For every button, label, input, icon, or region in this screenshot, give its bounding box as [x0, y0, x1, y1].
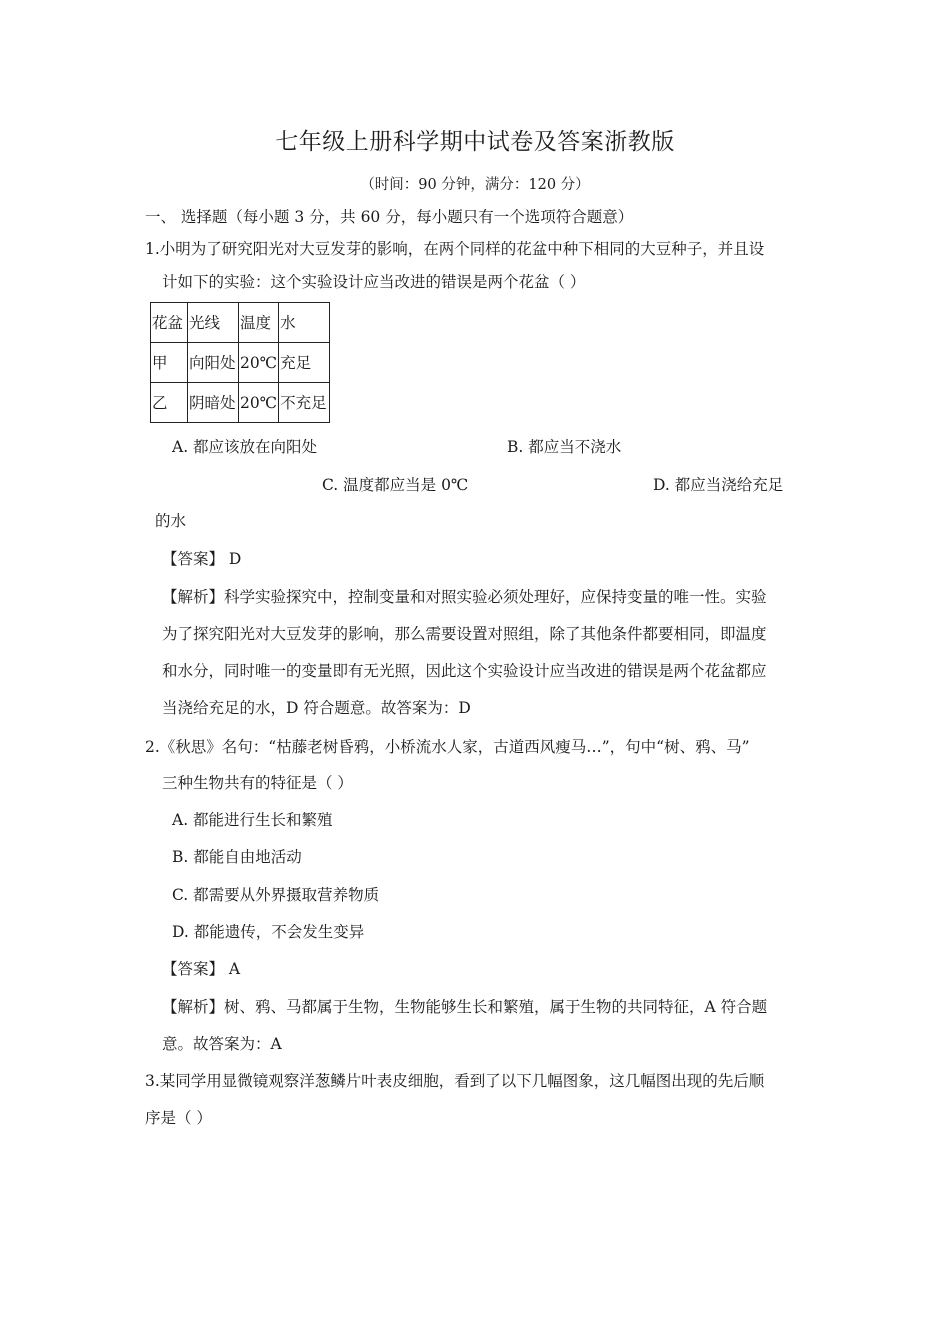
experiment-table	[150, 302, 330, 423]
table-cell: 向阳处	[188, 343, 239, 383]
q1-analysis-line: 当浇给充足的水，D 符合题意。故答案为：D	[162, 699, 471, 717]
table-cell: 不充足	[279, 383, 330, 423]
q2-answer: 【答案】 A	[162, 960, 241, 978]
exam-info: （时间：90 分钟，满分：120 分）	[360, 177, 590, 193]
q2-analysis-line: 意。故答案为：A	[162, 1035, 282, 1053]
table-row	[151, 383, 330, 423]
table-row	[151, 343, 330, 383]
q1-option-d: D. 都应当浇给充足	[653, 476, 784, 494]
table-cell: 充足	[279, 343, 330, 383]
table-header-cell: 光线	[188, 303, 239, 343]
table-cell: 20℃	[239, 383, 279, 423]
table-header-row	[151, 303, 330, 343]
q1-analysis-line: 和水分，同时唯一的变量即有无光照，因此这个实验设计应当改进的错误是两个花盆都应	[162, 662, 767, 680]
q2-option-d: D. 都能遗传，不会发生变异	[172, 923, 365, 941]
section-heading: 一、 选择题（每小题 3 分，共 60 分，每小题只有一个选项符合题意）	[145, 208, 634, 226]
q1-option-b: B. 都应当不浇水	[507, 438, 622, 456]
q2-option-c: C. 都需要从外界摄取营养物质	[172, 886, 380, 904]
q1-analysis-line: 【解析】科学实验探究中，控制变量和对照实验必须处理好，应保持变量的唯一性。实验	[162, 588, 767, 606]
table-cell: 20℃	[239, 343, 279, 383]
table-cell: 乙	[151, 383, 188, 423]
q1-stem-line2: 计如下的实验：这个实验设计应当改进的错误是两个花盆（ ）	[162, 273, 586, 291]
q3-stem-line2: 序是（ ）	[145, 1109, 212, 1127]
q3-stem-line1: 3.某同学用显微镜观察洋葱鳞片叶表皮细胞，看到了以下几幅图象，这几幅图出现的先后顺	[145, 1072, 765, 1090]
q1-option-c: C. 温度都应当是 0℃	[322, 476, 469, 494]
q2-stem-line2: 三种生物共有的特征是（ ）	[162, 774, 353, 792]
q1-analysis-line: 为了探究阳光对大豆发芽的影响，那么需要设置对照组，除了其他条件都要相同，即温度	[162, 625, 767, 643]
q1-answer: 【答案】 D	[162, 550, 242, 568]
q1-option-d-continued: 的水	[155, 512, 187, 530]
q2-option-b: B. 都能自由地活动	[172, 848, 302, 866]
table-cell: 甲	[151, 343, 188, 383]
table-header-cell: 花盆	[151, 303, 188, 343]
q1-stem-line1: 1.小明为了研究阳光对大豆发芽的影响，在两个同样的花盆中种下相同的大豆种子，并且设	[145, 240, 765, 258]
q2-analysis-line: 【解析】树、鸦、马都属于生物，生物能够生长和繁殖，属于生物的共同特征，A 符合题	[162, 998, 768, 1016]
table-cell: 阴暗处	[188, 383, 239, 423]
page-title: 七年级上册科学期中试卷及答案浙教版	[275, 129, 675, 155]
q2-option-a: A. 都能进行生长和繁殖	[172, 811, 333, 829]
table-header-cell: 温度	[239, 303, 279, 343]
table-header-cell: 水	[279, 303, 330, 343]
q1-option-a: A. 都应该放在向阳处	[172, 438, 318, 456]
q2-stem-line1: 2.《秋思》名句：“枯藤老树昏鸦，小桥流水人家，古道西风瘦马…”，句中“树、鸦、马”	[145, 738, 750, 756]
